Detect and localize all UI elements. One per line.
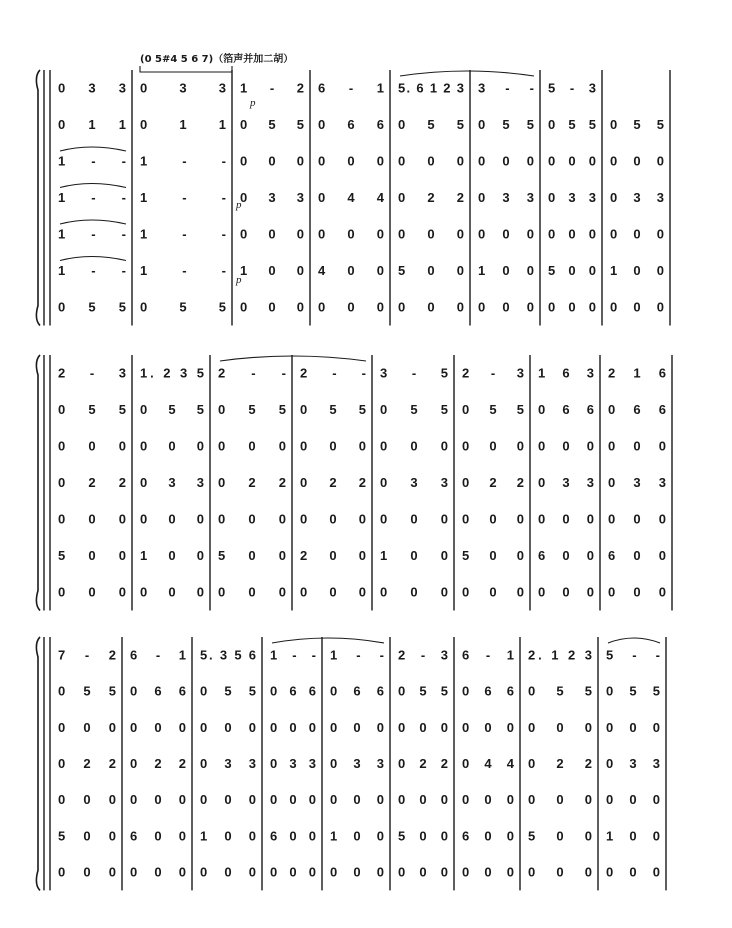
measure-notes: 0 0 0 bbox=[478, 299, 534, 315]
measure-notes: 1 - 2 bbox=[240, 80, 304, 96]
measure-notes: 2 0 0 bbox=[300, 548, 366, 564]
measure-notes: 2 - 3 bbox=[462, 365, 524, 381]
measure-notes: 0 3 3 bbox=[200, 756, 256, 772]
measure-notes: 0 5 5 bbox=[548, 117, 596, 133]
measure-notes: 1 0 0 bbox=[606, 828, 660, 844]
measure-notes: 0 5 5 bbox=[610, 117, 664, 133]
measure-notes: 0 0 0 bbox=[130, 864, 186, 880]
measure-notes: 0 0 0 bbox=[58, 438, 126, 454]
measure-notes: 0 5 5 bbox=[462, 402, 524, 418]
measure-notes: 0 5 5 bbox=[58, 402, 126, 418]
measure-notes: 0 2 2 bbox=[58, 475, 126, 491]
measure-notes: 6 0 0 bbox=[270, 828, 316, 844]
annotation-bracket bbox=[140, 66, 232, 72]
measure-notes: 5 0 0 bbox=[218, 548, 286, 564]
melody-tie bbox=[272, 638, 384, 643]
measure-notes: 0 2 2 bbox=[398, 756, 448, 772]
measure-notes: 0 5 5 bbox=[58, 683, 116, 699]
slur bbox=[60, 147, 126, 151]
measure-notes: 0 0 0 bbox=[478, 226, 534, 242]
measure-notes: 0 2 2 bbox=[300, 475, 366, 491]
measure-notes: 0 0 0 bbox=[380, 438, 448, 454]
measure-notes: 0 2 2 bbox=[218, 475, 286, 491]
measure-notes: 1 0 0 bbox=[610, 263, 664, 279]
measure-notes: 0 0 0 bbox=[58, 792, 116, 808]
measure-notes: 0 0 0 bbox=[606, 719, 660, 735]
measure-notes: 0 0 0 bbox=[608, 438, 666, 454]
measure-notes: 0 6 6 bbox=[318, 117, 384, 133]
measure-notes: 0 5 5 bbox=[240, 117, 304, 133]
measure-notes: 1 - - bbox=[140, 190, 226, 206]
measure-notes: 0 5 5 bbox=[606, 683, 660, 699]
measure-notes: 0 0 0 bbox=[398, 792, 448, 808]
dynamic-mark: p bbox=[236, 274, 242, 286]
measure-notes: 0 0 0 bbox=[58, 584, 126, 600]
measure-notes: 0 0 0 bbox=[200, 792, 256, 808]
measure-notes: 0 6 6 bbox=[330, 683, 384, 699]
measure-notes: 0 6 6 bbox=[608, 402, 666, 418]
measure-notes: 0 6 6 bbox=[538, 402, 594, 418]
measure-notes: 0 0 0 bbox=[58, 719, 116, 735]
measure-notes: 1 0 0 bbox=[200, 828, 256, 844]
measure-notes: 5 0 0 bbox=[398, 828, 448, 844]
measure-notes: 0 0 0 bbox=[270, 719, 316, 735]
measure-notes: 0 0 0 bbox=[380, 511, 448, 527]
measure-notes: 0 0 0 bbox=[606, 792, 660, 808]
measure-notes: 0 0 0 bbox=[318, 299, 384, 315]
measure-notes: 0 0 0 bbox=[478, 153, 534, 169]
measure-notes: 0 5 5 bbox=[140, 299, 226, 315]
measure-notes: 1 6 3 bbox=[538, 365, 594, 381]
measure-notes: 0 0 0 bbox=[462, 511, 524, 527]
measure-notes: 5 - - bbox=[606, 647, 660, 663]
measure-notes: 0 0 0 bbox=[462, 438, 524, 454]
measure-notes: 0 0 0 bbox=[330, 864, 384, 880]
measure-notes: 0 3 3 bbox=[538, 475, 594, 491]
measure-notes: 0 0 0 bbox=[318, 153, 384, 169]
measure-notes: 6 0 0 bbox=[130, 828, 186, 844]
measure-notes: 0 5 5 bbox=[58, 299, 126, 315]
measure-notes: 0 0 0 bbox=[270, 864, 316, 880]
measure-notes: 0 0 0 bbox=[462, 584, 524, 600]
measure-notes: 5 0 0 bbox=[398, 263, 464, 279]
measure-notes: 0 0 0 bbox=[240, 299, 304, 315]
measure-notes: 5 0 0 bbox=[58, 828, 116, 844]
melody-tie bbox=[400, 71, 534, 76]
measure-notes: 0 5 5 bbox=[200, 683, 256, 699]
measure-notes: 0 0 0 bbox=[130, 792, 186, 808]
measure-notes: 0 0 0 bbox=[58, 864, 116, 880]
measure-notes: 5. 3 5 6 bbox=[200, 647, 256, 663]
measure-notes: 6 0 0 bbox=[608, 548, 666, 564]
measure-notes: 0 3 3 bbox=[58, 80, 126, 96]
measure-notes: 0 0 0 bbox=[300, 438, 366, 454]
measure-notes: 0 4 4 bbox=[318, 190, 384, 206]
measure-notes: 2 - - bbox=[300, 365, 366, 381]
measure-notes: 0 0 0 bbox=[462, 792, 514, 808]
measure-notes: 0 0 0 bbox=[610, 299, 664, 315]
measure-notes: 0 0 0 bbox=[548, 226, 596, 242]
measure-notes: 0 0 0 bbox=[610, 226, 664, 242]
measure-notes: 0 5 5 bbox=[300, 402, 366, 418]
measure-notes: 1 - - bbox=[58, 190, 126, 206]
system-brace bbox=[36, 70, 40, 326]
measure-notes: 0 0 0 bbox=[398, 299, 464, 315]
measure-notes: 0 0 0 bbox=[380, 584, 448, 600]
measure-notes: 0 5 5 bbox=[140, 402, 204, 418]
measure-notes: 0 0 0 bbox=[140, 438, 204, 454]
measure-notes: 6 - 1 bbox=[462, 647, 514, 663]
measure-notes: 0 0 0 bbox=[270, 792, 316, 808]
measure-notes: 4 0 0 bbox=[318, 263, 384, 279]
measure-notes: 0 5 5 bbox=[398, 683, 448, 699]
measure-notes: 0 0 0 bbox=[398, 864, 448, 880]
measure-notes: 0 5 5 bbox=[380, 402, 448, 418]
measure-notes: 0 0 0 bbox=[398, 153, 464, 169]
system-brace bbox=[36, 355, 40, 611]
measure-notes: 5 0 0 bbox=[58, 548, 126, 564]
instrumentation-annotation: (0 5#4 5 6 7)（箔声并加二胡） bbox=[140, 54, 294, 65]
measure-notes: 0 3 3 bbox=[330, 756, 384, 772]
measure-notes: 2 - 3 bbox=[398, 647, 448, 663]
measure-notes: 0 1 1 bbox=[140, 117, 226, 133]
measure-notes: 0 2 2 bbox=[462, 475, 524, 491]
measure-notes: 0 0 0 bbox=[58, 511, 126, 527]
slur bbox=[60, 220, 126, 224]
measure-notes: 0 3 3 bbox=[606, 756, 660, 772]
slur bbox=[60, 257, 126, 261]
measure-notes: 3 - 5 bbox=[380, 365, 448, 381]
measure-notes: 0 5 5 bbox=[528, 683, 592, 699]
measure-notes: 1 - - bbox=[58, 226, 126, 242]
measure-notes: 0 0 0 bbox=[398, 226, 464, 242]
measure-notes: 0 0 0 bbox=[140, 511, 204, 527]
measure-notes: 0 0 0 bbox=[140, 584, 204, 600]
measure-notes: 0 4 4 bbox=[462, 756, 514, 772]
measure-notes: 0 0 0 bbox=[538, 511, 594, 527]
measure-notes: 0 6 6 bbox=[270, 683, 316, 699]
measure-notes: 1 - - bbox=[270, 647, 316, 663]
measure-notes: 0 0 0 bbox=[462, 719, 514, 735]
measure-notes: 0 0 0 bbox=[218, 584, 286, 600]
measure-notes: 0 0 0 bbox=[330, 792, 384, 808]
dynamic-mark: p bbox=[236, 199, 242, 211]
measure-notes: 6 - 1 bbox=[130, 647, 186, 663]
melody-tie bbox=[608, 638, 660, 643]
measure-notes: 0 0 0 bbox=[548, 299, 596, 315]
measure-notes: 0 0 0 bbox=[528, 719, 592, 735]
measure-notes: 1. 2 3 5 bbox=[140, 365, 204, 381]
dynamic-mark: p bbox=[250, 97, 256, 109]
measure-notes: 0 0 0 bbox=[398, 719, 448, 735]
measure-notes: 0 0 0 bbox=[608, 511, 666, 527]
measure-notes: 0 0 0 bbox=[300, 584, 366, 600]
measure-notes: 0 1 1 bbox=[58, 117, 126, 133]
measure-notes: 0 3 3 bbox=[380, 475, 448, 491]
measure-notes: 1 0 0 bbox=[140, 548, 204, 564]
measure-notes: 6 0 0 bbox=[462, 828, 514, 844]
measure-notes: 1 - - bbox=[330, 647, 384, 663]
measure-notes: 0 0 0 bbox=[608, 584, 666, 600]
measure-notes: 0 0 0 bbox=[606, 864, 660, 880]
measure-notes: 1 0 0 bbox=[330, 828, 384, 844]
measure-notes: 0 2 2 bbox=[398, 190, 464, 206]
measure-notes: 2. 1 2 3 bbox=[528, 647, 592, 663]
measure-notes: 0 0 0 bbox=[300, 511, 366, 527]
measure-notes: 0 0 0 bbox=[610, 153, 664, 169]
measure-notes: 5 0 0 bbox=[462, 548, 524, 564]
measure-notes: 6 0 0 bbox=[538, 548, 594, 564]
measure-notes: 0 0 0 bbox=[330, 719, 384, 735]
measure-notes: 0 0 0 bbox=[528, 864, 592, 880]
measure-notes: 0 3 3 bbox=[608, 475, 666, 491]
measure-notes: 0 3 3 bbox=[240, 190, 304, 206]
measure-notes: 0 0 0 bbox=[240, 153, 304, 169]
measure-notes: 5. 6 1 2 3 bbox=[398, 80, 464, 96]
measure-notes: 0 3 3 bbox=[548, 190, 596, 206]
measure-notes: 0 0 0 bbox=[462, 864, 514, 880]
measure-notes: 0 0 0 bbox=[130, 719, 186, 735]
measure-notes: 1 - - bbox=[140, 263, 226, 279]
measure-notes: 5 - 3 bbox=[548, 80, 596, 96]
measure-notes: 1 - - bbox=[58, 263, 126, 279]
measure-notes: 0 0 0 bbox=[200, 864, 256, 880]
measure-notes: 1 0 0 bbox=[380, 548, 448, 564]
measure-notes: 0 2 2 bbox=[130, 756, 186, 772]
measure-notes: 0 5 5 bbox=[398, 117, 464, 133]
measure-notes: 1 0 0 bbox=[240, 263, 304, 279]
measure-notes: 0 6 6 bbox=[130, 683, 186, 699]
measure-notes: 0 2 2 bbox=[58, 756, 116, 772]
measure-notes: 0 3 3 bbox=[478, 190, 534, 206]
measure-notes: 0 2 2 bbox=[528, 756, 592, 772]
measure-notes: 0 0 0 bbox=[218, 511, 286, 527]
measure-notes: 0 0 0 bbox=[200, 719, 256, 735]
measure-notes: 5 0 0 bbox=[548, 263, 596, 279]
measure-notes: 2 - - bbox=[218, 365, 286, 381]
measure-notes: 0 3 3 bbox=[140, 475, 204, 491]
measure-notes: 1 0 0 bbox=[478, 263, 534, 279]
slur bbox=[60, 184, 126, 188]
measure-notes: 0 3 3 bbox=[610, 190, 664, 206]
measure-notes: 0 0 0 bbox=[218, 438, 286, 454]
measure-notes: 0 5 5 bbox=[478, 117, 534, 133]
measure-notes: 0 0 0 bbox=[538, 584, 594, 600]
measure-notes: 0 0 0 bbox=[528, 792, 592, 808]
melody-tie bbox=[220, 356, 366, 361]
measure-notes: 1 - - bbox=[58, 153, 126, 169]
measure-notes: 0 3 3 bbox=[270, 756, 316, 772]
measure-notes: 2 1 6 bbox=[608, 365, 666, 381]
measure-notes: 6 - 1 bbox=[318, 80, 384, 96]
measure-notes: 0 3 3 bbox=[140, 80, 226, 96]
measure-notes: 3 - - bbox=[478, 80, 534, 96]
measure-notes: 1 - - bbox=[140, 226, 226, 242]
measure-notes: 2 - 3 bbox=[58, 365, 126, 381]
measure-notes: 7 - 2 bbox=[58, 647, 116, 663]
system-brace bbox=[36, 637, 40, 890]
measure-notes: 0 0 0 bbox=[548, 153, 596, 169]
measure-notes: 0 5 5 bbox=[218, 402, 286, 418]
measure-notes: 5 0 0 bbox=[528, 828, 592, 844]
measure-notes: 0 0 0 bbox=[318, 226, 384, 242]
measure-notes: 0 6 6 bbox=[462, 683, 514, 699]
measure-notes: 1 - - bbox=[140, 153, 226, 169]
measure-notes: 0 0 0 bbox=[538, 438, 594, 454]
measure-notes: 0 0 0 bbox=[240, 226, 304, 242]
